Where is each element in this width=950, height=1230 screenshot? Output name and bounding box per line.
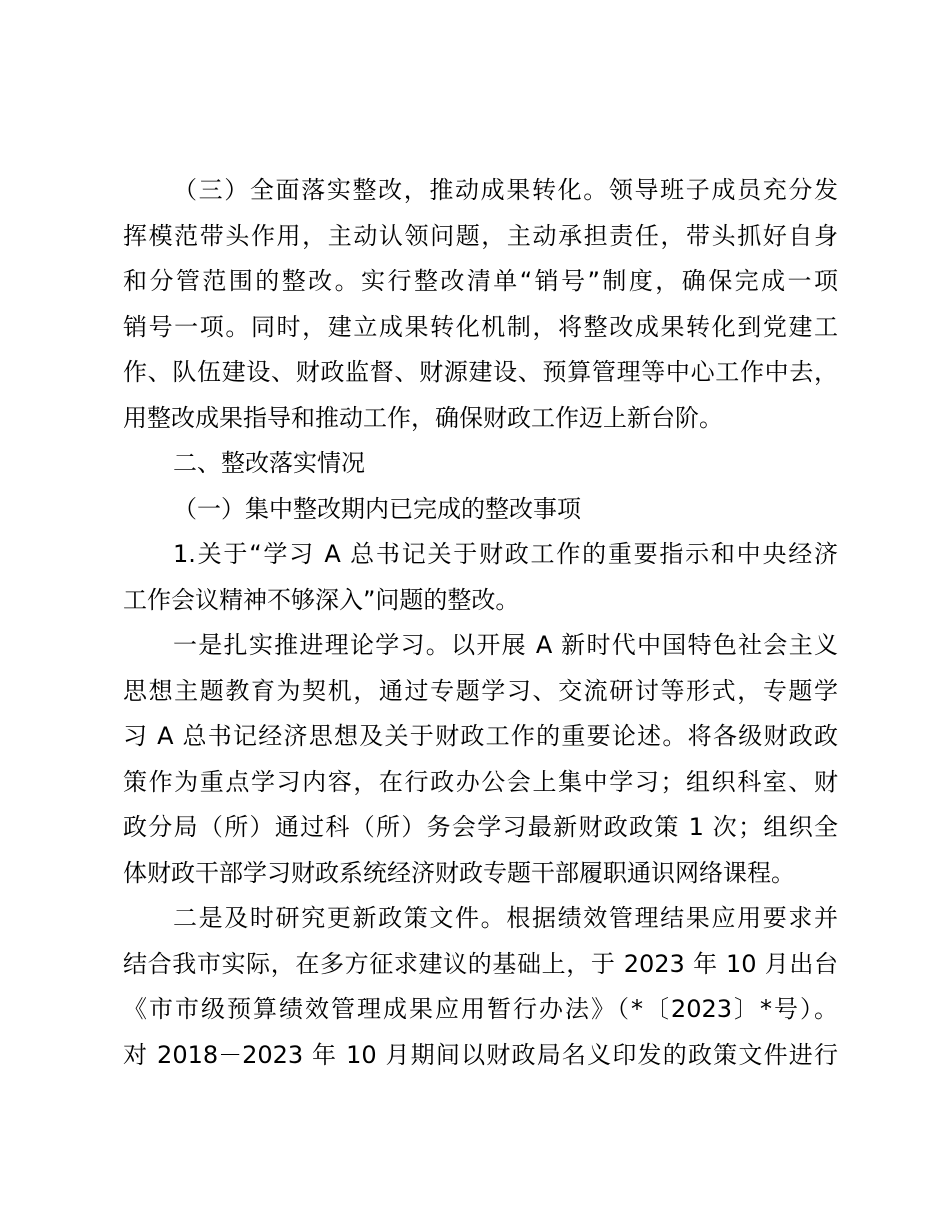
paragraph-line: 用整改成果指导和推动工作，确保财政工作迈上新台阶。 [123,403,723,432]
paragraph-line: 政分局（所）通过科（所）务会学习最新财政政策 1 次；组织全 [123,813,838,841]
paragraph-line: 作、队伍建设、财政监督、财源建设、预算管理等中心工作中去， [123,358,838,386]
paragraph-line: 1.关于“学习 A 总书记关于财政工作的重要指示和中央经济 [173,540,838,568]
paragraph-line: 结合我市实际，在多方征求建议的基础上，于 2023 年 10 月出台 [123,949,838,978]
paragraph-line: 一是扎实推进理论学习。以开展 A 新时代中国特色社会主义 [173,631,838,659]
paragraph-line: 《市市级预算绩效管理成果应用暂行办法》（*〔2023〕*号）。 [123,995,838,1023]
document-body [123,168,838,1078]
paragraph-line: 销号一项。同时，建立成果转化机制，将整改成果转化到党建工 [123,312,838,341]
paragraph-line: 体财政干部学习财政系统经济财政专题干部履职通识网络课程。 [123,858,795,887]
subsection-heading: （一）集中整改期内已完成的整改事项 [173,494,581,523]
section-heading: 二、整改落实情况 [173,449,365,477]
paragraph-line: 挥模范带头作用，主动认领问题，主动承担责任，带头抓好自身 [123,221,838,250]
paragraph-line: 工作会议精神不够深入”问题的整改。 [123,585,520,614]
paragraph-line: 二是及时研究更新政策文件。根据绩效管理结果应用要求并 [173,904,838,932]
paragraph-line: （三）全面落实整改，推动成果转化。领导班子成员充分发 [173,176,838,204]
paragraph-line: 对 2018－2023 年 10 月期间以财政局名义印发的政策文件进行 [123,1040,838,1069]
paragraph-line: 和分管范围的整改。实行整改清单“销号”制度，确保完成一项 [123,267,838,295]
paragraph-line: 思想主题教育为契机，通过专题学习、交流研讨等形式，专题学 [123,676,838,705]
paragraph-line: 策作为重点学习内容，在行政办公会上集中学习；组织科室、财 [123,767,838,796]
paragraph-line: 习 A 总书记经济思想及关于财政工作的重要论述。将各级财政政 [123,722,838,750]
